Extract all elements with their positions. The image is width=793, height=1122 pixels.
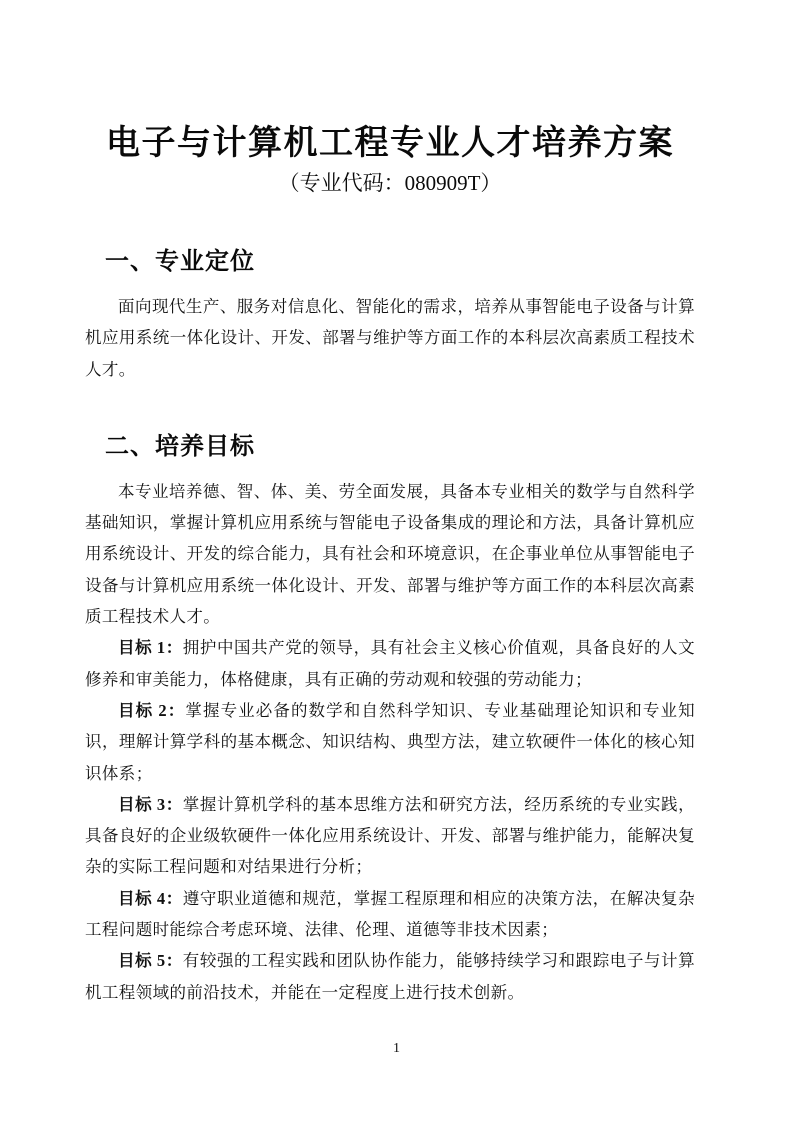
section-heading-positioning: 一、专业定位 (105, 248, 255, 275)
goal-paragraph-1 (85, 632, 695, 695)
section-objectives-intro-paragraph: 本专业培养德、智、体、美、劳全面发展，具备本专业相关的数学与自然科学基础知识，掌握计算机应用系统与智能电子设备集成的理论和方法，具备计算机应用系统设计、开发的综合能力，具有社会和环境意识，在企事业单位从事智能电子设备与计算机应用系统一体化设计、开发、部署与维护等方面工作的本科层次高素质工程技术人才。 (85, 481, 695, 627)
goal-3-label: 目标 3： (118, 794, 183, 814)
page-number: 1 (393, 1041, 400, 1056)
goal-paragraph-5 (85, 945, 695, 1008)
section-positioning-paragraph: 面向现代生产、服务对信息化、智能化的需求，培养从事智能电子设备与计算机应用系统一体化设计、开发、部署与维护等方面工作的本科层次高素质工程技术人才。 (85, 297, 695, 379)
goal-paragraph-3 (85, 789, 695, 883)
goal-1-label: 目标 1： (118, 638, 183, 658)
goal-1-text: 拥护中国共产党的领导，具有社会主义核心价值观，具备良好的人文修养和审美能力，体格健康，具有正确的劳动观和较强的劳动能力； (85, 638, 696, 689)
goal-5-text: 有较强的工程实践和团队协作能力，能够持续学习和跟踪电子与计算机工程领域的前沿技术，并能在一定程度上进行技术创新。 (85, 951, 696, 1002)
goal-2-text: 掌握专业必备的数学和自然科学知识、专业基础理论知识和专业知识，理解计算学科的基本概念、知识结构、典型方法，建立软硬件一体化的核心知识体系； (85, 700, 696, 783)
goal-paragraph-4 (85, 883, 695, 946)
goal-4-label: 目标 4： (118, 888, 183, 908)
goal-4-text: 遵守职业道德和规范，掌握工程原理和相应的决策方法，在解决复杂工程问题时能综合考虑环境、法律、伦理、道德等非技术因素； (85, 888, 696, 940)
section-heading-objectives: 二、培养目标 (105, 432, 255, 460)
goal-paragraph-2 (85, 695, 695, 789)
goal-3-text: 掌握计算机学科的基本思维方法和研究方法，经历系统的专业实践，具备良好的企业级软硬件一体化应用系统设计、开发、部署与维护能力，能解决复杂的实际工程问题和对结果进行分析； (85, 794, 696, 877)
goal-2-label: 目标 2： (118, 700, 186, 720)
document-title: 电子与计算机工程专业人才培养方案 (106, 124, 674, 162)
goal-5-label: 目标 5： (118, 951, 183, 971)
document-subtitle: （专业代码：080909T） (278, 171, 502, 195)
